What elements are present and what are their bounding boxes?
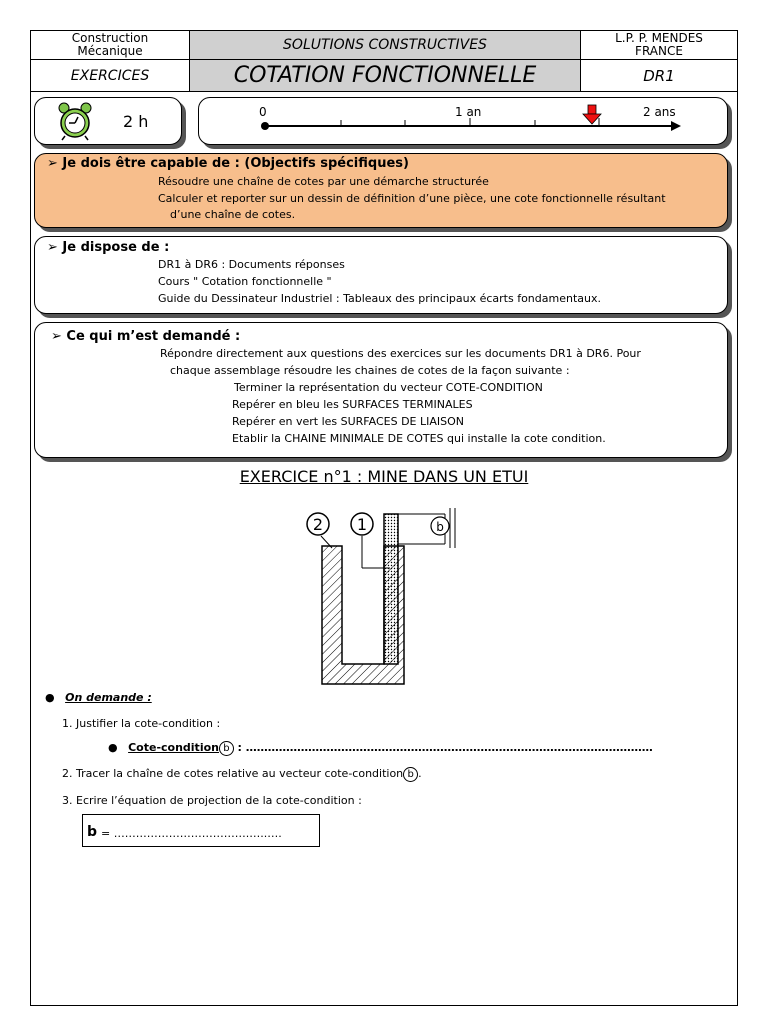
- header-exercices: EXERCICES: [31, 60, 190, 92]
- exercise-title: EXERCICE n°1 : MINE DANS UN ETUI: [239, 467, 529, 486]
- timeline-end: 2 ans: [643, 105, 676, 119]
- current-position-marker: [583, 105, 601, 124]
- requested-line: chaque assemblage résoudre les chaines de cotes de la façon suivante :: [170, 364, 570, 377]
- requested-line: Repérer en vert les SURFACES DE LIAISON: [232, 415, 464, 428]
- duration-box: [34, 97, 182, 145]
- page-title: COTATION FONCTIONNELLE: [190, 60, 581, 92]
- header-solutions: SOLUTIONS CONSTRUCTIVES: [190, 31, 581, 60]
- answer-field[interactable]: = ……………………………….…..….: [101, 827, 282, 840]
- resource-line: Cours " Cotation fonctionnelle ": [158, 275, 332, 288]
- question-1: 1. Justifier la cote-condition :: [62, 717, 221, 730]
- requested-title: ➢ Ce qui m’est demandé :: [51, 329, 241, 344]
- requested-line: Terminer la représentation du vecteur COTE-CONDITION: [234, 381, 543, 394]
- resource-line: DR1 à DR6 : Documents réponses: [158, 258, 345, 271]
- timeline-box: [198, 97, 728, 145]
- mine-etui-drawing: [300, 498, 470, 688]
- circled-b: b: [403, 767, 418, 782]
- question-2: 2. Tracer la chaîne de cotes relative au vecteur cote-condition b .: [62, 767, 422, 780]
- answer-dots: : …………………………………………………………………………………………………: [237, 741, 653, 754]
- requested-line: Répondre directement aux questions des exercices sur les documents DR1 à DR6. Pour: [160, 347, 641, 360]
- objectives-title: ➢ Je dois être capable de : (Objectifs spécifiques): [47, 156, 409, 171]
- resources-box: [34, 236, 728, 314]
- cote-condition-label: Cote-condition: [128, 741, 219, 754]
- part-label: 1: [356, 515, 368, 534]
- question-1-sub: ● Cote-condition b : …………………………………………………………………………………………………: [108, 741, 653, 754]
- objective-line: Calculer et reporter sur un dessin de définition d’une pièce, une cote fonctionnelle résultant: [158, 192, 666, 205]
- timeline-mid: 1 an: [455, 105, 482, 119]
- dimension-label: b: [436, 520, 444, 534]
- objective-line: Résoudre une chaîne de cotes par une démarche structurée: [158, 175, 489, 188]
- questions-heading-row: ● On demande :: [45, 691, 152, 704]
- question-3: 3. Ecrire l’équation de projection de la cote-condition :: [62, 794, 362, 807]
- objectives-box: [34, 153, 728, 228]
- objective-line: d’une chaîne de cotes.: [170, 208, 296, 221]
- requested-line: Etablir la CHAINE MINIMALE DE COTES qui installe la cote condition.: [232, 432, 606, 445]
- resource-line: Guide du Dessinateur Industriel : Tableaux des principaux écarts fondamentaux.: [158, 292, 601, 305]
- duration-value: 2 h: [123, 112, 149, 131]
- timeline-start: 0: [259, 105, 267, 119]
- header-doc-id: DR1: [581, 60, 738, 92]
- alarm-clock-icon: [55, 101, 95, 141]
- resources-title: ➢ Je dispose de :: [47, 240, 170, 255]
- requested-line: Repérer en bleu les SURFACES TERMINALES: [232, 398, 473, 411]
- header-school: L.P. P. MENDES FRANCE: [581, 31, 738, 60]
- circled-b: b: [219, 741, 234, 756]
- part-label: 2: [312, 515, 324, 534]
- answer-box[interactable]: [82, 814, 320, 847]
- header-subject: Construction Mécanique: [31, 31, 190, 60]
- questions-heading: On demande :: [65, 691, 152, 704]
- answer-variable: b: [87, 824, 98, 840]
- requested-box: [34, 322, 728, 458]
